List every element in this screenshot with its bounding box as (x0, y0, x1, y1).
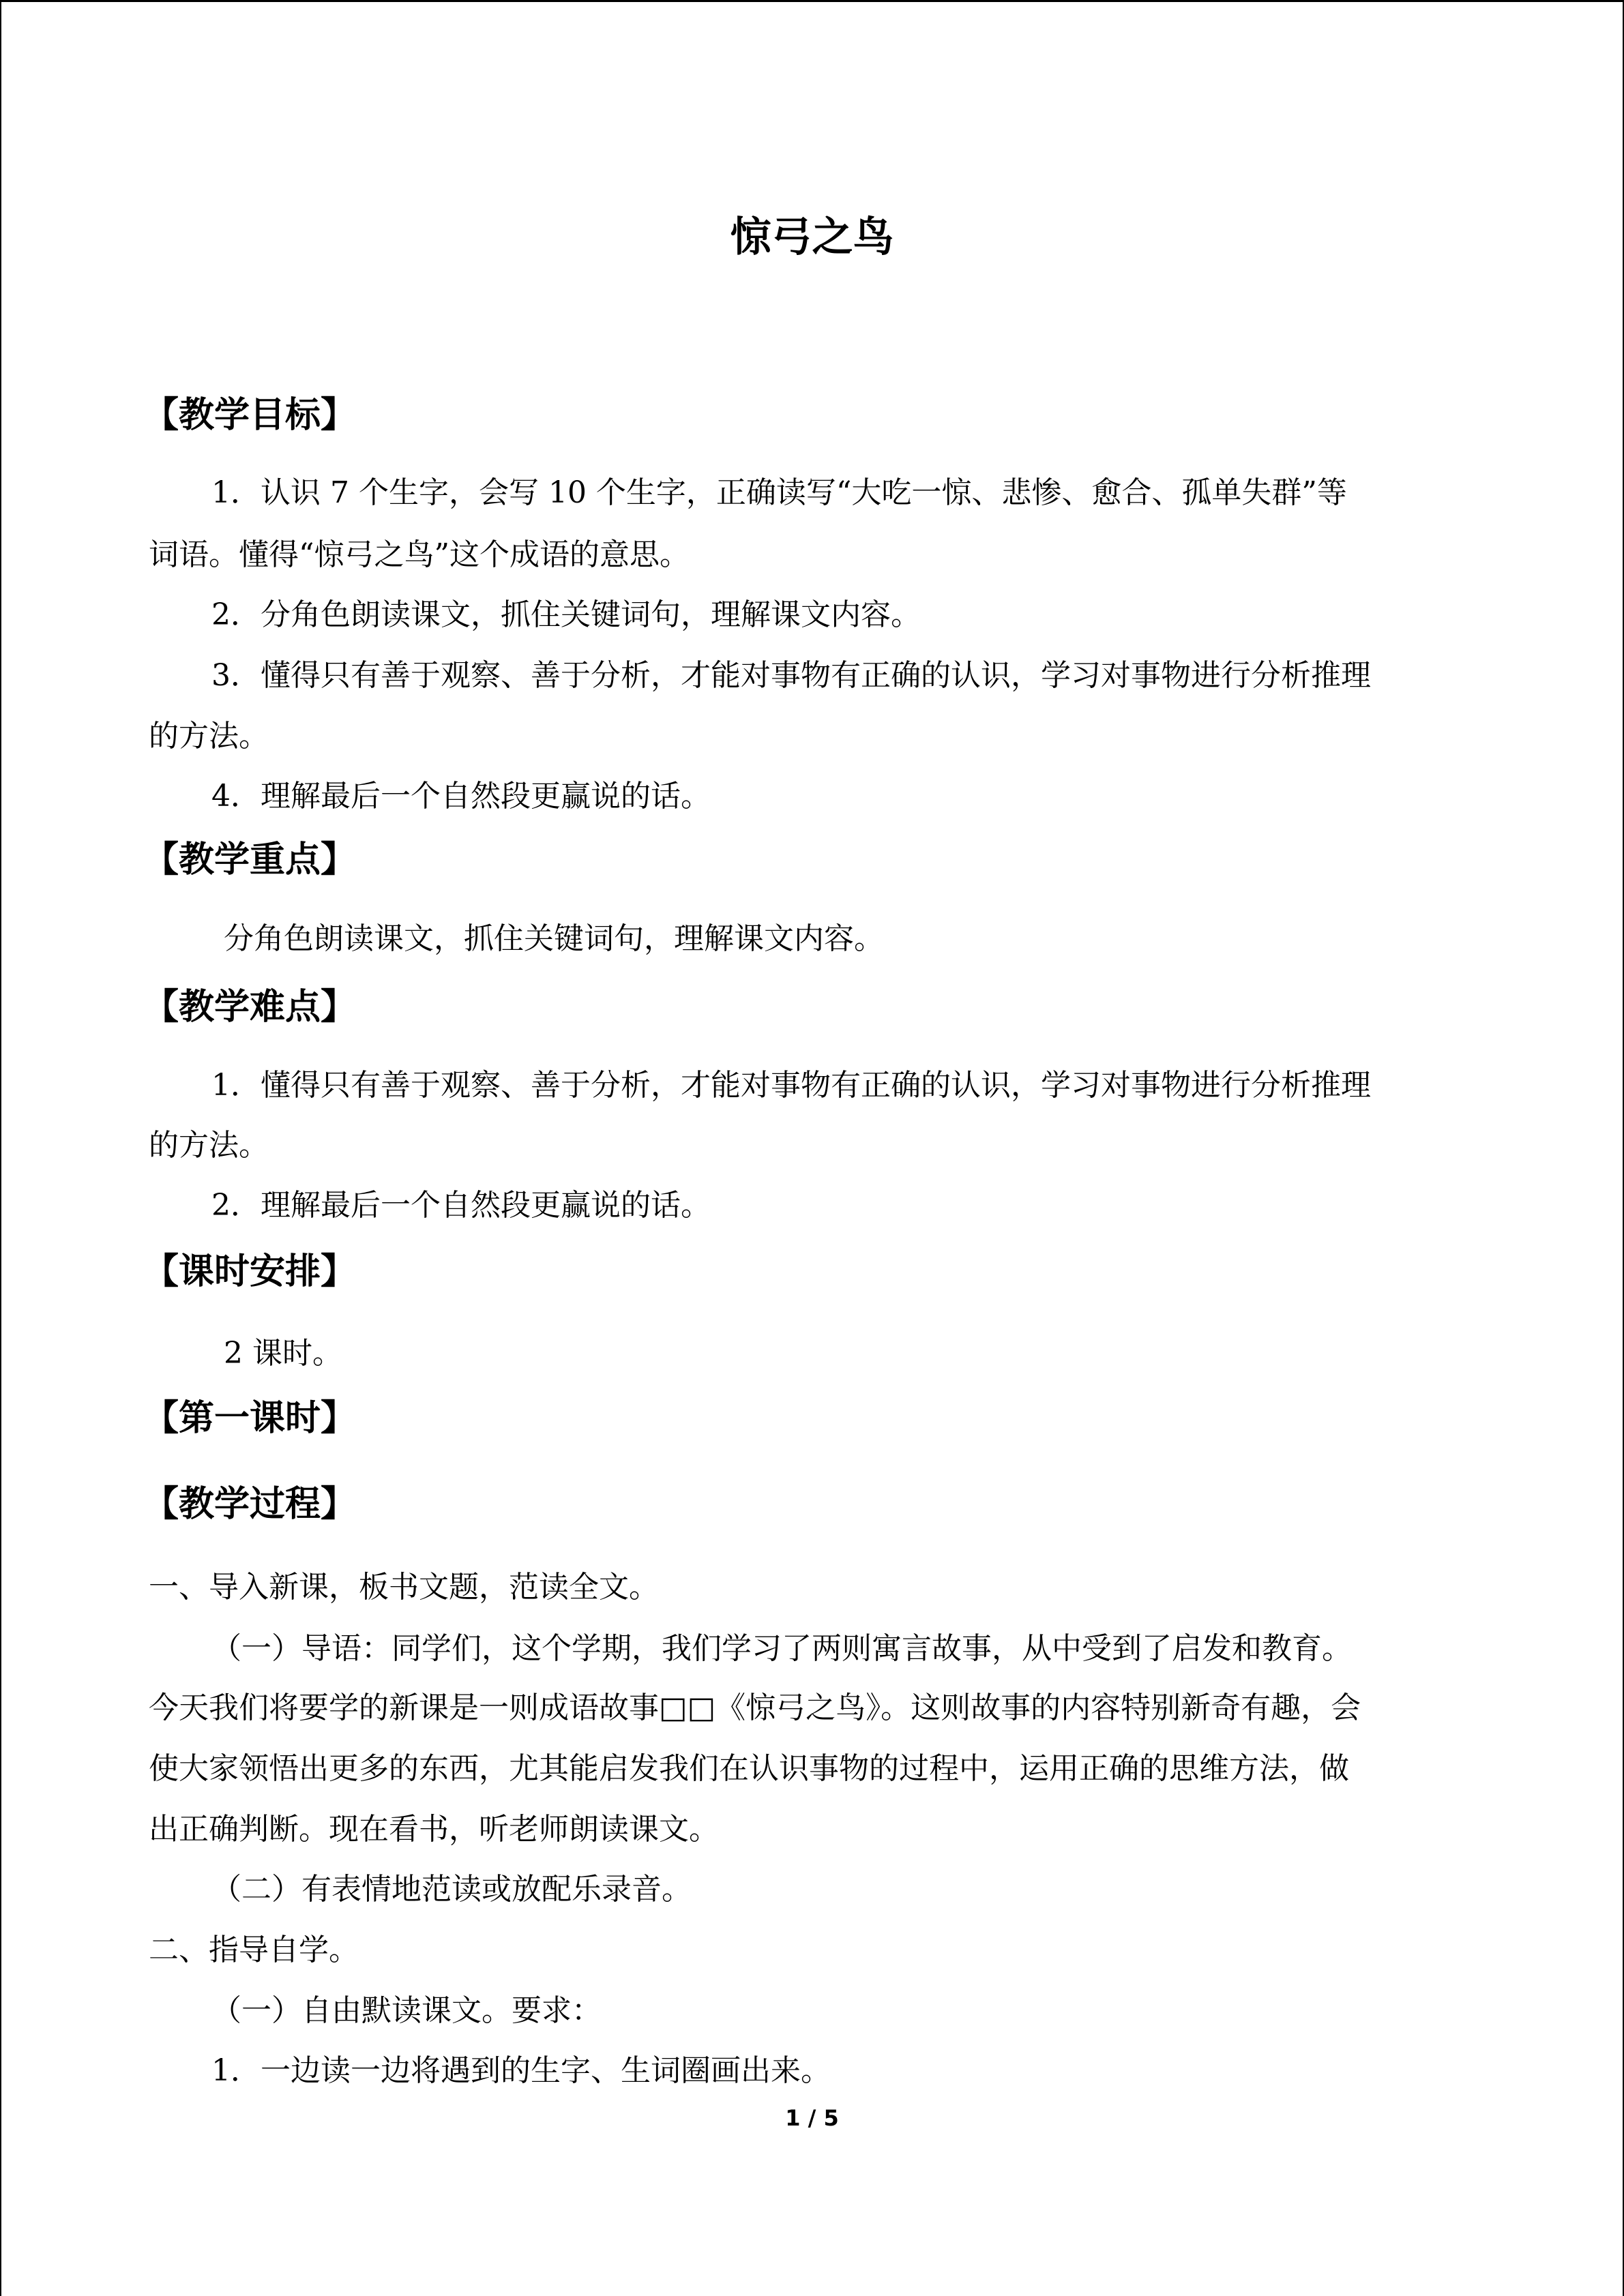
difficulties-line-2: 的方法。 (149, 1128, 269, 1163)
process-line-5: 出正确判断。现在看书，听老师朗读课文。 (149, 1812, 719, 1847)
goals-line-1: 1．认识 7 个生字，会写 10 个生字，正确读写“大吃一惊、悲惨、愈合、孤单失群”等 (211, 475, 1347, 510)
process-line-3: 今天我们将要学的新课是一则成语故事□□《惊弓之鸟》。这则故事的内容特别新奇有趣，会 (149, 1690, 1361, 1725)
goals-line-2: 词语。懂得“惊弓之鸟”这个成语的意思。 (149, 537, 690, 572)
heading-teaching-goals: 【教学目标】 (143, 395, 357, 436)
heading-first-lesson: 【第一课时】 (143, 1398, 357, 1439)
heading-difficulties: 【教学难点】 (143, 987, 357, 1028)
process-line-9: 1．一边读一边将遇到的生字、生词圈画出来。 (211, 2053, 831, 2088)
process-line-6: （二）有表情地范读或放配乐录音。 (211, 1872, 692, 1907)
difficulties-line-1: 1．懂得只有善于观察、善于分析，才能对事物有正确的认识，学习对事物进行分析推理 (211, 1068, 1371, 1103)
key-points-line-1: 分角色朗读课文，抓住关键词句，理解课文内容。 (224, 921, 884, 956)
process-line-1: 一、导入新课，板书文题，范读全文。 (149, 1570, 659, 1605)
document-title: 惊弓之鸟 (730, 213, 894, 261)
schedule-line-1: 2 课时。 (224, 1336, 342, 1371)
goals-line-3: 2．分角色朗读课文，抓住关键词句，理解课文内容。 (211, 597, 921, 632)
heading-key-points: 【教学重点】 (143, 839, 357, 880)
heading-schedule: 【课时安排】 (143, 1251, 357, 1292)
goals-line-6: 4．理解最后一个自然段更赢说的话。 (211, 779, 711, 814)
process-line-4: 使大家领悟出更多的东西，尤其能启发我们在认识事物的过程中，运用正确的思维方法，做 (149, 1751, 1349, 1786)
goals-line-4: 3．懂得只有善于观察、善于分析，才能对事物有正确的认识，学习对事物进行分析推理 (211, 658, 1371, 693)
heading-teaching-process: 【教学过程】 (143, 1484, 357, 1525)
page-number: 1 / 5 (785, 2105, 839, 2131)
process-line-2: （一）导语：同学们，这个学期，我们学习了两则寓言故事，从中受到了启发和教育。 (211, 1631, 1352, 1666)
difficulties-line-3: 2．理解最后一个自然段更赢说的话。 (211, 1188, 711, 1223)
goals-line-5: 的方法。 (149, 719, 269, 754)
process-line-8: （一）自由默读课文。要求： (211, 1993, 602, 2028)
process-line-7: 二、指导自学。 (149, 1933, 359, 1967)
